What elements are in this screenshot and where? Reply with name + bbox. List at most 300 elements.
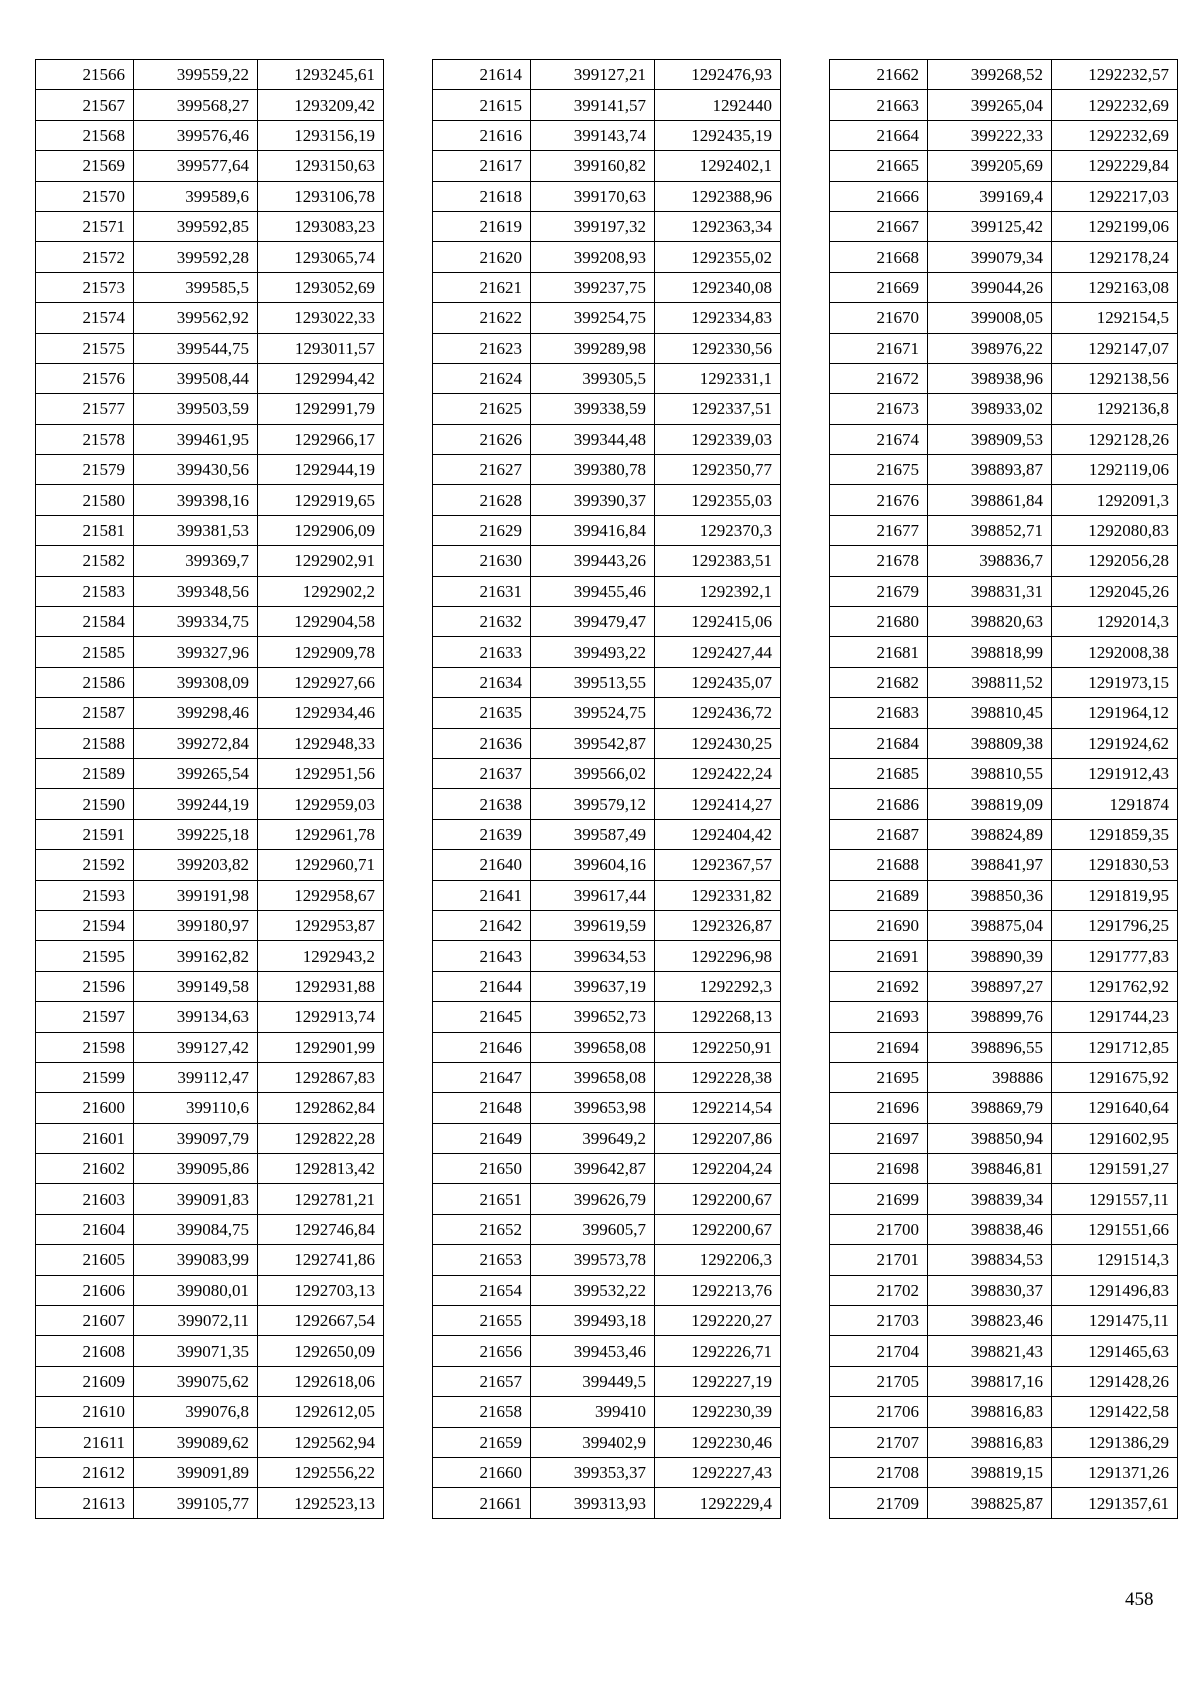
y-coordinate-cell: 1292207,86 [655, 1123, 781, 1153]
point-number-cell: 21597 [36, 1002, 134, 1032]
x-coordinate-cell: 398831,31 [928, 576, 1052, 606]
table-row [433, 1184, 781, 1214]
point-number-cell: 21646 [433, 1032, 531, 1062]
point-number-cell: 21688 [830, 850, 928, 880]
x-coordinate-cell: 399592,28 [134, 242, 258, 272]
y-coordinate-cell: 1291973,15 [1052, 667, 1178, 697]
table-row [36, 1427, 384, 1457]
point-number-cell: 21665 [830, 151, 928, 181]
x-coordinate-cell: 399075,62 [134, 1366, 258, 1396]
table-row [36, 303, 384, 333]
y-coordinate-cell: 1292650,09 [258, 1336, 384, 1366]
x-coordinate-cell: 399619,59 [531, 910, 655, 940]
x-coordinate-cell: 399576,46 [134, 120, 258, 150]
x-coordinate-cell: 399652,73 [531, 1002, 655, 1032]
y-coordinate-cell: 1291465,63 [1052, 1336, 1178, 1366]
x-coordinate-cell: 399513,55 [531, 667, 655, 697]
table-row [830, 1397, 1178, 1427]
point-number-cell: 21694 [830, 1032, 928, 1062]
y-coordinate-cell: 1292091,3 [1052, 485, 1178, 515]
table-row [36, 728, 384, 758]
x-coordinate-cell: 399160,82 [531, 151, 655, 181]
point-number-cell: 21632 [433, 607, 531, 637]
x-coordinate-cell: 399532,22 [531, 1275, 655, 1305]
table-row [830, 242, 1178, 272]
table-row [830, 272, 1178, 302]
y-coordinate-cell: 1291964,12 [1052, 698, 1178, 728]
y-coordinate-cell: 1292337,51 [655, 394, 781, 424]
table-row [830, 1214, 1178, 1244]
y-coordinate-cell: 1292250,91 [655, 1032, 781, 1062]
table-row [36, 941, 384, 971]
point-number-cell: 21586 [36, 667, 134, 697]
point-number-cell: 21660 [433, 1457, 531, 1487]
table-row [830, 546, 1178, 576]
table-row [433, 971, 781, 1001]
y-coordinate-cell: 1292230,39 [655, 1397, 781, 1427]
table-row [433, 698, 781, 728]
y-coordinate-cell: 1292919,65 [258, 485, 384, 515]
y-coordinate-cell: 1292204,24 [655, 1154, 781, 1184]
point-number-cell: 21621 [433, 272, 531, 302]
x-coordinate-cell: 398861,84 [928, 485, 1052, 515]
x-coordinate-cell: 399493,18 [531, 1306, 655, 1336]
table-row [433, 789, 781, 819]
x-coordinate-cell: 399579,12 [531, 789, 655, 819]
point-number-cell: 21579 [36, 455, 134, 485]
table-row [433, 880, 781, 910]
x-coordinate-cell: 398836,7 [928, 546, 1052, 576]
point-number-cell: 21626 [433, 424, 531, 454]
y-coordinate-cell: 1292618,06 [258, 1366, 384, 1396]
point-number-cell: 21599 [36, 1062, 134, 1092]
table-row [36, 515, 384, 545]
table-row [36, 546, 384, 576]
y-coordinate-cell: 1292355,02 [655, 242, 781, 272]
point-number-cell: 21615 [433, 90, 531, 120]
table-row [433, 850, 781, 880]
table-row [830, 698, 1178, 728]
table-row [36, 485, 384, 515]
point-number-cell: 21620 [433, 242, 531, 272]
point-number-cell: 21709 [830, 1488, 928, 1518]
table-row [36, 1275, 384, 1305]
x-coordinate-cell: 399503,59 [134, 394, 258, 424]
table-row [36, 789, 384, 819]
x-coordinate-cell: 399658,08 [531, 1032, 655, 1062]
x-coordinate-cell: 399653,98 [531, 1093, 655, 1123]
y-coordinate-cell: 1292228,38 [655, 1062, 781, 1092]
point-number-cell: 21595 [36, 941, 134, 971]
point-number-cell: 21638 [433, 789, 531, 819]
point-number-cell: 21707 [830, 1427, 928, 1457]
table-row [36, 1184, 384, 1214]
table-row [433, 515, 781, 545]
x-coordinate-cell: 398841,97 [928, 850, 1052, 880]
table-row [433, 303, 781, 333]
y-coordinate-cell: 1292392,1 [655, 576, 781, 606]
point-number-cell: 21689 [830, 880, 928, 910]
x-coordinate-cell: 399265,04 [928, 90, 1052, 120]
point-number-cell: 21571 [36, 211, 134, 241]
y-coordinate-cell: 1292862,84 [258, 1093, 384, 1123]
point-number-cell: 21622 [433, 303, 531, 333]
point-number-cell: 21673 [830, 394, 928, 424]
table-row [433, 1275, 781, 1305]
y-coordinate-cell: 1292822,28 [258, 1123, 384, 1153]
y-coordinate-cell: 1292415,06 [655, 607, 781, 637]
x-coordinate-cell: 399617,44 [531, 880, 655, 910]
table-row [36, 667, 384, 697]
x-coordinate-cell: 399076,8 [134, 1397, 258, 1427]
y-coordinate-cell: 1291777,83 [1052, 941, 1178, 971]
point-number-cell: 21642 [433, 910, 531, 940]
point-number-cell: 21569 [36, 151, 134, 181]
y-coordinate-cell: 1292953,87 [258, 910, 384, 940]
point-number-cell: 21704 [830, 1336, 928, 1366]
table-row [433, 576, 781, 606]
point-number-cell: 21589 [36, 758, 134, 788]
point-number-cell: 21668 [830, 242, 928, 272]
table-row [830, 60, 1178, 90]
point-number-cell: 21705 [830, 1366, 928, 1396]
point-number-cell: 21678 [830, 546, 928, 576]
point-number-cell: 21699 [830, 1184, 928, 1214]
table-row [433, 758, 781, 788]
x-coordinate-cell: 399455,46 [531, 576, 655, 606]
x-coordinate-cell: 399605,7 [531, 1214, 655, 1244]
point-number-cell: 21627 [433, 455, 531, 485]
y-coordinate-cell: 1292178,24 [1052, 242, 1178, 272]
y-coordinate-cell: 1292383,51 [655, 546, 781, 576]
point-number-cell: 21661 [433, 1488, 531, 1518]
point-number-cell: 21648 [433, 1093, 531, 1123]
table-row [433, 941, 781, 971]
x-coordinate-cell: 399191,98 [134, 880, 258, 910]
table-row [433, 1154, 781, 1184]
x-coordinate-cell: 399091,89 [134, 1457, 258, 1487]
y-coordinate-cell: 1292326,87 [655, 910, 781, 940]
table-row [36, 819, 384, 849]
x-coordinate-cell: 399254,75 [531, 303, 655, 333]
y-coordinate-cell: 1293011,57 [258, 333, 384, 363]
coordinate-table-1 [35, 59, 384, 1519]
y-coordinate-cell: 1292667,54 [258, 1306, 384, 1336]
y-coordinate-cell: 1292230,46 [655, 1427, 781, 1457]
x-coordinate-cell: 398819,09 [928, 789, 1052, 819]
y-coordinate-cell: 1292951,56 [258, 758, 384, 788]
x-coordinate-cell: 399449,5 [531, 1366, 655, 1396]
y-coordinate-cell: 1292350,77 [655, 455, 781, 485]
y-coordinate-cell: 1292008,38 [1052, 637, 1178, 667]
x-coordinate-cell: 398816,83 [928, 1397, 1052, 1427]
table-row [36, 1366, 384, 1396]
y-coordinate-cell: 1293083,23 [258, 211, 384, 241]
point-number-cell: 21652 [433, 1214, 531, 1244]
x-coordinate-cell: 398897,27 [928, 971, 1052, 1001]
point-number-cell: 21687 [830, 819, 928, 849]
point-number-cell: 21577 [36, 394, 134, 424]
x-coordinate-cell: 398852,71 [928, 515, 1052, 545]
x-coordinate-cell: 399089,62 [134, 1427, 258, 1457]
table-row [830, 971, 1178, 1001]
x-coordinate-cell: 399225,18 [134, 819, 258, 849]
x-coordinate-cell: 399169,4 [928, 181, 1052, 211]
table-row [36, 455, 384, 485]
y-coordinate-cell: 1292147,07 [1052, 333, 1178, 363]
y-coordinate-cell: 1292340,08 [655, 272, 781, 302]
table-row [433, 1002, 781, 1032]
y-coordinate-cell: 1292943,2 [258, 941, 384, 971]
table-row [830, 1427, 1178, 1457]
table-row [36, 1062, 384, 1092]
point-number-cell: 21591 [36, 819, 134, 849]
x-coordinate-cell: 399658,08 [531, 1062, 655, 1092]
table-row [433, 211, 781, 241]
table-row [433, 546, 781, 576]
table-row [433, 151, 781, 181]
y-coordinate-cell: 1293052,69 [258, 272, 384, 302]
point-number-cell: 21634 [433, 667, 531, 697]
table-row [830, 515, 1178, 545]
y-coordinate-cell: 1293156,19 [258, 120, 384, 150]
table-row [433, 60, 781, 90]
point-number-cell: 21637 [433, 758, 531, 788]
table-row [830, 363, 1178, 393]
table-row [830, 758, 1178, 788]
table-row [36, 1397, 384, 1427]
point-number-cell: 21672 [830, 363, 928, 393]
point-number-cell: 21686 [830, 789, 928, 819]
y-coordinate-cell: 1292370,3 [655, 515, 781, 545]
y-coordinate-cell: 1291591,27 [1052, 1154, 1178, 1184]
x-coordinate-cell: 399205,69 [928, 151, 1052, 181]
table-row [433, 1366, 781, 1396]
table-row [36, 910, 384, 940]
x-coordinate-cell: 399308,09 [134, 667, 258, 697]
table-row [36, 424, 384, 454]
table-row [36, 120, 384, 150]
y-coordinate-cell: 1292813,42 [258, 1154, 384, 1184]
point-number-cell: 21606 [36, 1275, 134, 1305]
table-row [830, 394, 1178, 424]
x-coordinate-cell: 399208,93 [531, 242, 655, 272]
x-coordinate-cell: 399125,42 [928, 211, 1052, 241]
x-coordinate-cell: 399453,46 [531, 1336, 655, 1366]
x-coordinate-cell: 399398,16 [134, 485, 258, 515]
x-coordinate-cell: 398818,99 [928, 637, 1052, 667]
y-coordinate-cell: 1292163,08 [1052, 272, 1178, 302]
point-number-cell: 21598 [36, 1032, 134, 1062]
table-row [36, 850, 384, 880]
table-row [433, 1093, 781, 1123]
point-number-cell: 21696 [830, 1093, 928, 1123]
y-coordinate-cell: 1293209,42 [258, 90, 384, 120]
x-coordinate-cell: 399634,53 [531, 941, 655, 971]
x-coordinate-cell: 399430,56 [134, 455, 258, 485]
y-coordinate-cell: 1292913,74 [258, 1002, 384, 1032]
point-number-cell: 21662 [830, 60, 928, 90]
x-coordinate-cell: 398809,38 [928, 728, 1052, 758]
table-row [36, 151, 384, 181]
table-row [830, 333, 1178, 363]
y-coordinate-cell: 1292213,76 [655, 1275, 781, 1305]
table-row [830, 120, 1178, 150]
y-coordinate-cell: 1292331,82 [655, 880, 781, 910]
table-row [36, 1093, 384, 1123]
table-row [36, 181, 384, 211]
table-row [830, 880, 1178, 910]
x-coordinate-cell: 399416,84 [531, 515, 655, 545]
y-coordinate-cell: 1291912,43 [1052, 758, 1178, 788]
y-coordinate-cell: 1292334,83 [655, 303, 781, 333]
table-row [433, 667, 781, 697]
point-number-cell: 21685 [830, 758, 928, 788]
x-coordinate-cell: 399143,74 [531, 120, 655, 150]
y-coordinate-cell: 1292934,46 [258, 698, 384, 728]
y-coordinate-cell: 1292138,56 [1052, 363, 1178, 393]
x-coordinate-cell: 399203,82 [134, 850, 258, 880]
point-number-cell: 21581 [36, 515, 134, 545]
table-row [830, 1032, 1178, 1062]
y-coordinate-cell: 1293022,33 [258, 303, 384, 333]
y-coordinate-cell: 1292388,96 [655, 181, 781, 211]
y-coordinate-cell: 1292958,67 [258, 880, 384, 910]
y-coordinate-cell: 1291924,62 [1052, 728, 1178, 758]
x-coordinate-cell: 399265,54 [134, 758, 258, 788]
point-number-cell: 21580 [36, 485, 134, 515]
point-number-cell: 21567 [36, 90, 134, 120]
y-coordinate-cell: 1291496,83 [1052, 1275, 1178, 1305]
table-row [36, 242, 384, 272]
y-coordinate-cell: 1292781,21 [258, 1184, 384, 1214]
x-coordinate-cell: 399344,48 [531, 424, 655, 454]
table-row [433, 1032, 781, 1062]
y-coordinate-cell: 1292966,17 [258, 424, 384, 454]
x-coordinate-cell: 398817,16 [928, 1366, 1052, 1396]
table-row [433, 181, 781, 211]
x-coordinate-cell: 399141,57 [531, 90, 655, 120]
x-coordinate-cell: 399524,75 [531, 698, 655, 728]
point-number-cell: 21568 [36, 120, 134, 150]
x-coordinate-cell: 399071,35 [134, 1336, 258, 1366]
y-coordinate-cell: 1292136,8 [1052, 394, 1178, 424]
y-coordinate-cell: 1292435,07 [655, 667, 781, 697]
point-number-cell: 21635 [433, 698, 531, 728]
y-coordinate-cell: 1291422,58 [1052, 1397, 1178, 1427]
y-coordinate-cell: 1292906,09 [258, 515, 384, 545]
table-row [433, 242, 781, 272]
point-number-cell: 21607 [36, 1306, 134, 1336]
y-coordinate-cell: 1292331,1 [655, 363, 781, 393]
y-coordinate-cell: 1291859,35 [1052, 819, 1178, 849]
x-coordinate-cell: 399369,7 [134, 546, 258, 576]
point-number-cell: 21656 [433, 1336, 531, 1366]
table-row [830, 455, 1178, 485]
point-number-cell: 21618 [433, 181, 531, 211]
point-number-cell: 21611 [36, 1427, 134, 1457]
table-row [36, 394, 384, 424]
x-coordinate-cell: 399402,9 [531, 1427, 655, 1457]
table-row [36, 880, 384, 910]
x-coordinate-cell: 399313,93 [531, 1488, 655, 1518]
table-row [830, 1184, 1178, 1214]
y-coordinate-cell: 1291762,92 [1052, 971, 1178, 1001]
point-number-cell: 21690 [830, 910, 928, 940]
y-coordinate-cell: 1292902,91 [258, 546, 384, 576]
x-coordinate-cell: 398896,55 [928, 1032, 1052, 1062]
point-number-cell: 21670 [830, 303, 928, 333]
y-coordinate-cell: 1292214,54 [655, 1093, 781, 1123]
point-number-cell: 21698 [830, 1154, 928, 1184]
y-coordinate-cell: 1292901,99 [258, 1032, 384, 1062]
point-number-cell: 21587 [36, 698, 134, 728]
y-coordinate-cell: 1292746,84 [258, 1214, 384, 1244]
point-number-cell: 21640 [433, 850, 531, 880]
point-number-cell: 21706 [830, 1397, 928, 1427]
table-row [830, 181, 1178, 211]
x-coordinate-cell: 399338,59 [531, 394, 655, 424]
y-coordinate-cell: 1292703,13 [258, 1275, 384, 1305]
y-coordinate-cell: 1292268,13 [655, 1002, 781, 1032]
x-coordinate-cell: 399127,21 [531, 60, 655, 90]
x-coordinate-cell: 399585,5 [134, 272, 258, 302]
table-row [830, 424, 1178, 454]
point-number-cell: 21682 [830, 667, 928, 697]
table-row [830, 850, 1178, 880]
coordinate-tables [35, 59, 1178, 1519]
point-number-cell: 21636 [433, 728, 531, 758]
x-coordinate-cell: 399305,5 [531, 363, 655, 393]
y-coordinate-cell: 1291712,85 [1052, 1032, 1178, 1062]
y-coordinate-cell: 1292154,5 [1052, 303, 1178, 333]
x-coordinate-cell: 399334,75 [134, 607, 258, 637]
table-row [830, 485, 1178, 515]
point-number-cell: 21659 [433, 1427, 531, 1457]
y-coordinate-cell: 1292363,34 [655, 211, 781, 241]
y-coordinate-cell: 1292440 [655, 90, 781, 120]
x-coordinate-cell: 398838,46 [928, 1214, 1052, 1244]
x-coordinate-cell: 398850,94 [928, 1123, 1052, 1153]
y-coordinate-cell: 1292959,03 [258, 789, 384, 819]
x-coordinate-cell: 399381,53 [134, 515, 258, 545]
y-coordinate-cell: 1291675,92 [1052, 1062, 1178, 1092]
point-number-cell: 21578 [36, 424, 134, 454]
table-row [830, 789, 1178, 819]
table-row [36, 971, 384, 1001]
table-row [433, 1457, 781, 1487]
table-row [433, 394, 781, 424]
y-coordinate-cell: 1292296,98 [655, 941, 781, 971]
table-row [830, 1002, 1178, 1032]
point-number-cell: 21575 [36, 333, 134, 363]
table-row [433, 910, 781, 940]
table-row [36, 1457, 384, 1487]
point-number-cell: 21641 [433, 880, 531, 910]
table-row [36, 211, 384, 241]
point-number-cell: 21592 [36, 850, 134, 880]
x-coordinate-cell: 399542,87 [531, 728, 655, 758]
y-coordinate-cell: 1292523,13 [258, 1488, 384, 1518]
point-number-cell: 21658 [433, 1397, 531, 1427]
table-row [830, 941, 1178, 971]
x-coordinate-cell: 399084,75 [134, 1214, 258, 1244]
table-row [36, 1245, 384, 1275]
point-number-cell: 21596 [36, 971, 134, 1001]
point-number-cell: 21613 [36, 1488, 134, 1518]
point-number-cell: 21628 [433, 485, 531, 515]
x-coordinate-cell: 399080,01 [134, 1275, 258, 1305]
